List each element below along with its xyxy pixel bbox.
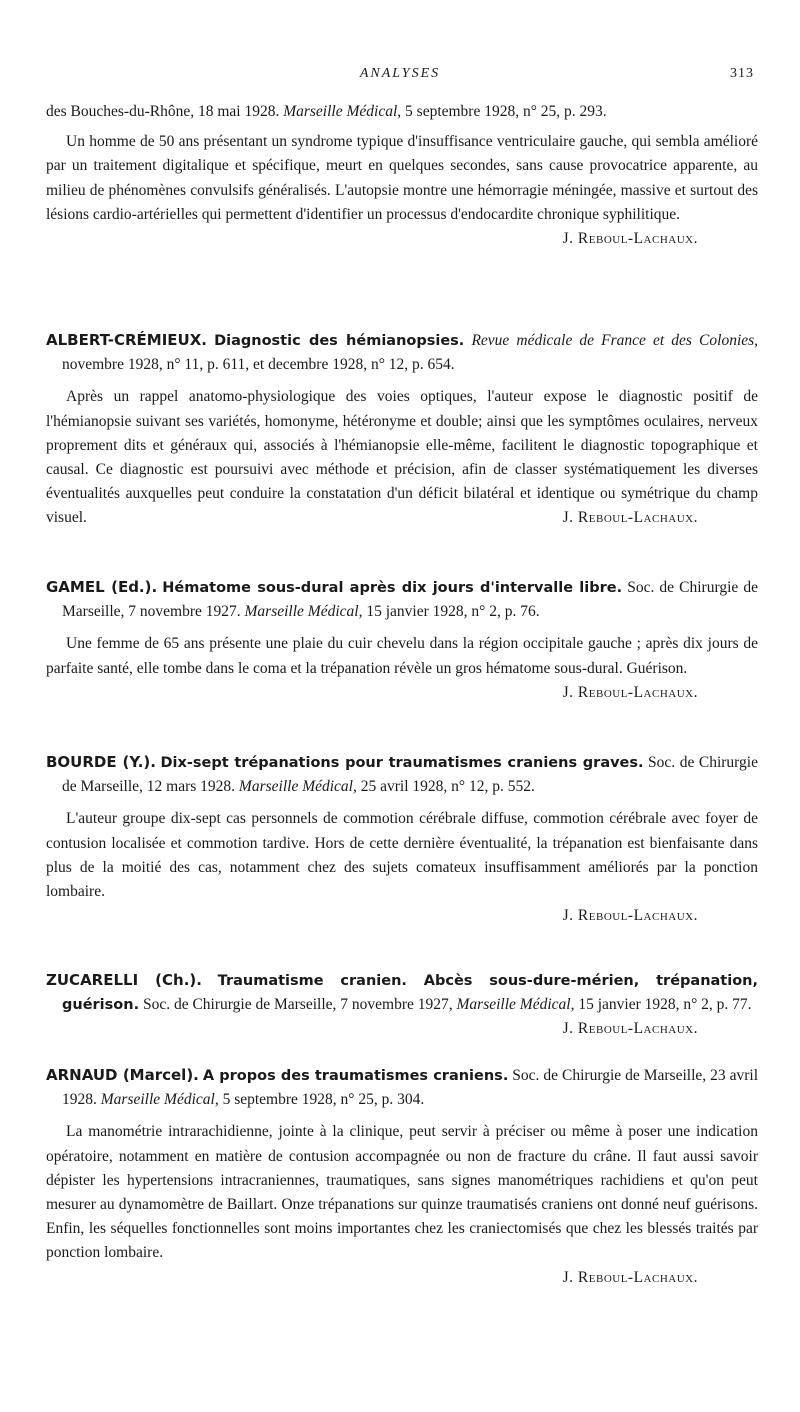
entry-signature: J. Reboul-Lachaux.: [562, 1268, 698, 1286]
entry-ref-tail: 5 septembre 1928, n° 25, p. 304.: [218, 1091, 425, 1109]
entry-author: ARNAUD (Marcel).: [46, 1066, 199, 1084]
entry-body: [46, 632, 758, 701]
entry-journal: Marseille Médical,: [238, 778, 357, 796]
entry-reference: [46, 1063, 758, 1112]
entry-reference: [46, 328, 758, 377]
entry-title: Dix-sept trépanations pour traumatismes craniens graves.: [160, 755, 644, 771]
entry-journal: Marseille Médical,: [100, 1091, 219, 1109]
entry-signature: J. Reboul-Lachaux.: [562, 683, 698, 701]
abstract-entry: [46, 328, 758, 531]
entry-ref-tail: novembre 1928, n° 11, p. 611, et decembre 1928, n° 12, p. 654.: [62, 356, 455, 374]
entry-journal: Marseille Médical,: [283, 103, 402, 120]
entry-signature: J. Reboul-Lachaux.: [562, 230, 698, 248]
entry-signature: J. Reboul-Lachaux.: [562, 1020, 698, 1038]
entry-ref-text: Soc. de Chirurgie de Marseille, 7 novembre 1927.: [62, 579, 759, 621]
abstract-entry: [46, 1063, 758, 1290]
entry-reference: [46, 750, 758, 799]
entry-ref-tail: 5 septembre 1928, n° 25, p. 293.: [401, 103, 607, 120]
entry-body: L'auteur groupe dix-sept cas personnels de commotion cérébrale diffuse, commotion cérébrale avec foyer de contusion localisée et commotion tardive. Hors de cette dernière éventualité, la trépanation est bienfaisante dans plus de la moitié des cas, notamment chez des sujets comateux insuffisamment améliorés par la ponction lombaire.: [46, 810, 758, 901]
page-number: 313: [730, 66, 754, 81]
entry-body-text: Un homme de 50 ans présentant un syndrome typique d'insuffisance ventriculaire gauche, qui sembla amélioré par un traitement digitalique et spécifique, meurt en quelques secondes, sans cause provocatrice apparente, au milieu de phénomènes convulsifs généralisés. L'autopsie montre une hémorragie méningée, massive et surtout des lésions cardio-artérielles qui permettent d'identifier un processus d'endocardite chronique syphilitique.: [46, 133, 758, 223]
entry-author: ALBERT-CRÉMIEUX.: [46, 331, 207, 349]
entry-journal: Marseille Médical,: [244, 603, 363, 621]
entry-journal: Revue médicale de France et des Colonies,: [471, 332, 759, 349]
entry-title: A propos des traumatismes craniens.: [202, 1068, 509, 1084]
entry-body: [46, 385, 758, 530]
abstract-entry: [46, 100, 758, 251]
entry-ref-tail: 15 janvier 1928, n° 2, p. 76.: [362, 603, 540, 621]
entry-reference: [46, 100, 758, 124]
running-title: ANALYSES: [359, 66, 441, 81]
abstract-entry: [46, 750, 758, 928]
entry-author: GAMEL (Ed.).: [46, 578, 158, 596]
entry-ref-text: des Bouches-du-Rhône, 18 mai 1928.: [46, 103, 284, 120]
entry-signature: J. Reboul-Lachaux.: [562, 907, 698, 925]
entry-body: La manométrie intrarachidienne, jointe à la clinique, peut servir à préciser ou même à poser une indication opératoire, notamment en matière de contusion accompagnée ou non de fracture du crâne. Il faut aussi savoir dépister les hypertensions intracraniennes, traumatiques, sans signes manométriques rachidiens et qu'on peut mesurer au dynamomètre de Baillart. Onze trépanations sur quinze traumatisés craniens ont donné neuf guérisons. Enfin, les séquelles fonctionnelles sont moins importantes chez les craniectomisés que chez les blessés traités par ponction lombaire.: [46, 1123, 758, 1262]
entry-title: Diagnostic des hémianopsies.: [214, 333, 465, 349]
entry-body: [46, 130, 758, 248]
entry-journal: Marseille Médical,: [456, 996, 575, 1014]
entry-ref-text: Soc. de Chirurgie de Marseille, 7 novembre 1927,: [139, 996, 457, 1014]
entry-body-text: Une femme de 65 ans présente une plaie du cuir chevelu dans la région occipitale gauche ; après dix jours de parfaite santé, elle tombe dans le coma et la trépanation révèle un gros hématome sous-dural. Guérison.: [46, 635, 758, 677]
entry-signature: J. Reboul-Lachaux.: [562, 509, 698, 527]
running-head: [0, 62, 800, 84]
entry-ref-text: Soc. de Chirurgie de Marseille, 23 avril 1928.: [62, 1067, 759, 1109]
entry-ref-tail: 15 janvier 1928, n° 2, p. 77.: [574, 996, 752, 1014]
entry-title: Traumatisme cranien. Abcès sous-dure-mérien, trépanation, guérison.: [62, 973, 758, 1014]
entry-title: Hématome sous-dural après dix jours d'intervalle libre.: [162, 580, 623, 596]
entry-reference: [46, 968, 758, 1038]
entry-body-text: Après un rappel anatomo-physiologique des voies optiques, l'auteur expose le diagnostic positif de l'hémianopsie suivant ses variétés, homonyme, hétéronyme et double; ainsi que les symptômes oculaires, nerveux proprement dits et généraux qui, associés à l'hémianopsie elle-même, facilitent le diagnostic topographique et causal. Ce diagnostic est poursuivi avec méthode et précision, afin de classer systématiquement les diverses éventualités auxquelles peut conduire la constatation d'un déficit bilatéral et identique ou symétrique du champ visuel.: [46, 388, 758, 527]
entry-author: ZUCARELLI (Ch.).: [46, 971, 202, 989]
entry-ref-tail: 25 avril 1928, n° 12, p. 552.: [356, 778, 535, 796]
abstract-entry: [46, 968, 758, 1042]
entry-reference: [46, 575, 758, 624]
entry-ref-text: Soc. de Chirurgie de Marseille, 12 mars 1928.: [62, 754, 758, 796]
entry-author: BOURDE (Y.).: [46, 753, 156, 771]
abstract-entry: [46, 575, 758, 705]
